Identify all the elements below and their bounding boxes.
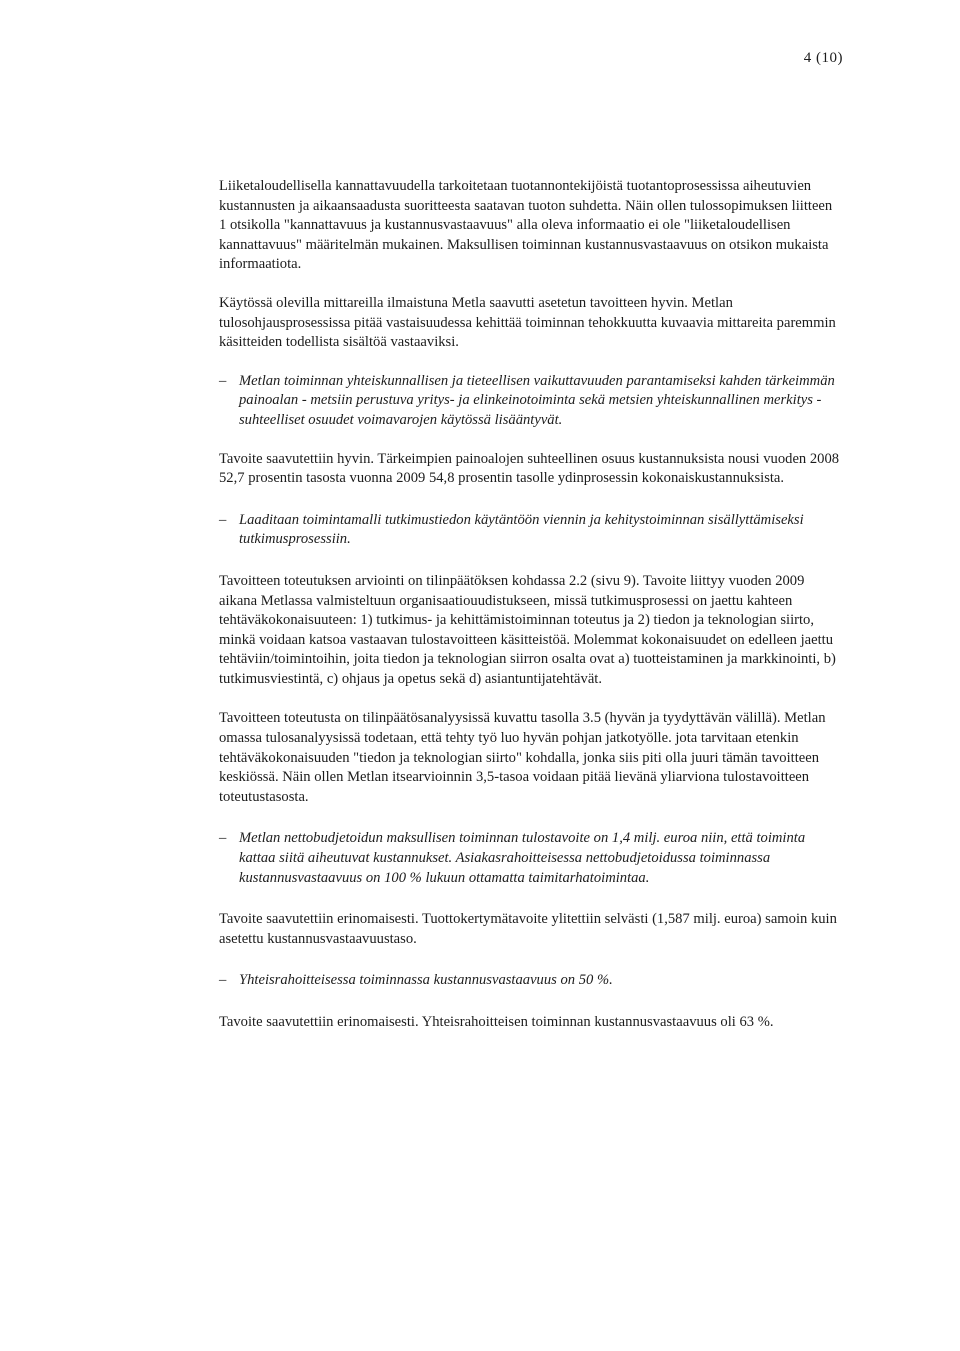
bullet-text: Laaditaan toimintamalli tutkimustiedon käytäntöön viennin ja kehitystoiminnan sisällyttämiseksi tutkimusprosessiin. [239, 511, 804, 548]
paragraph-cofunded-result: Tavoite saavutettiin erinomaisesti. Yhteisrahoitteisen toiminnan kustannusvastaavuus oli 63 %. [219, 1014, 774, 1030]
bullet-dash: – [219, 511, 227, 528]
bullet-dash: – [219, 372, 227, 389]
goal-bullet-net-budget [219, 829, 843, 888]
paragraph-evaluation-analysis: Tavoitteen toteutusta on tilinpäätösanalyysissä kuvattu tasolla 3.5 (hyvän ja tyydyttävän välillä). Metlan omassa tulosanalyysissä todetaan, että tehty työ luo hyvän pohjan jatkotyölle. jota tarvitaan etenkin tehtäväkokonaisuuden "tiedon ja teknologian siirto" kohdalla, jonka siis piti olla juuri tämän tavoitteen keskiössä. Näin ollen Metlan itsearvioinnin 3,5-tasoa voidaan pitää lievänä yliarviona tulostavoitteen toteutustasosta. [219, 710, 826, 805]
bullet-dash: – [219, 972, 227, 989]
paragraph-net-budget-result: Tavoite saavutettiin erinomaisesti. Tuottokertymätavoite ylitettiin selvästi (1,587 milj. euroa) samoin kuin asetettu kustannusvastaavuustaso. [219, 911, 837, 947]
bullet-text: Yhteisrahoitteisessa toiminnassa kustannusvastaavuus on 50 %. [239, 972, 613, 989]
bullet-dash: – [219, 830, 227, 847]
paragraph-metrics-assessment: Käytössä olevilla mittareilla ilmaistuna Metla saavutti asetetun tavoitteen hyvin. Metlan tulosohjausprosessissa pitää vastaisuudessa kehittää toiminnan tehokkuutta kuvaavia mittareita paremmin käsitteiden todellista sisältöä vastaaviksi. [219, 294, 836, 351]
paragraph-evaluation-reference: Tavoitteen toteutuksen arviointi on tilinpäätöksen kohdassa 2.2 (sivu 9). Tavoite liittyy vuoden 2009 aikana Metlassa valmisteltuun organisaatiouudistukseen, missä tutkimusprosessi on jaettu kahteen tehtäväkokonaisuuteen: 1) tutkimus- ja kehittämistoiminnan toteutus ja 2) tiedon ja teknologian siirto, minkä voidaan katsoa vastaavan tulostavoitteen käsitteistöä. Molemmat kokonaisuudet on edelleen jaettu tehtäviin/toimintoihin, joita tiedon ja teknologian siirron osalta ovat a) tuotteistaminen ja markkinointi, b) tutkimusviestintä, c) ohjaus ja opetus sekä d) asiantuntijatehtävät. [219, 572, 836, 687]
goal-bullet-impact [219, 372, 843, 431]
goal-bullet-cofunded [219, 971, 843, 991]
page-number: 4 (10) [803, 50, 843, 66]
paragraph-impact-result: Tavoite saavutettiin hyvin. Tärkeimpien painoalojen suhteellinen osuus kustannuksista nousi vuoden 2008 52,7 prosentin tasosta vuonna 2009 54,8 prosentin tasolle ydinprosessin kokonaiskustannuksista. [219, 450, 840, 487]
paragraph-profitability-definition: Liiketaloudellisella kannattavuudella tarkoitetaan tuotannontekijöistä tuotantoprosessissa aiheutuvien kustannusten ja aikaansaadusta suoritteesta saatavan tuoton suhdetta. Näin ollen tulossopimuksen liitteen 1 otsikolla "kannattavuus ja kustannusvastaavuus" alla oleva informaatio ei ole "liiketaloudellisen kannattavuus" määritelmän mukainen. Maksullisen toiminnan kustannusvastaavuus on otsikon mukaista informaatiota. [219, 178, 833, 273]
bullet-text: Metlan nettobudjetoidun maksullisen toiminnan tulostavoite on 1,4 milj. euroa niin, että toiminta kattaa siitä aiheutuvat kustannukset. Asiakasrahoitteisessa nettobudjetoidussa toiminnassa kustannusvastaavuus on 100 % lukuun ottamatta taimitarhatoimintaa. [239, 830, 806, 886]
bullet-text: Metlan toiminnan yhteiskunnallisen ja tieteellisen vaikuttavuuden parantamiseksi kahden tärkeimmän painoalan - metsiin perustuva yritys- ja elinkeinotoiminta sekä metsien yhteiskunnallinen merkitys - suhteelliset osuudet voimavarojen käytössä lisääntyvät. [239, 372, 835, 428]
document-body [219, 177, 843, 1033]
goal-bullet-operating-model [219, 511, 843, 550]
